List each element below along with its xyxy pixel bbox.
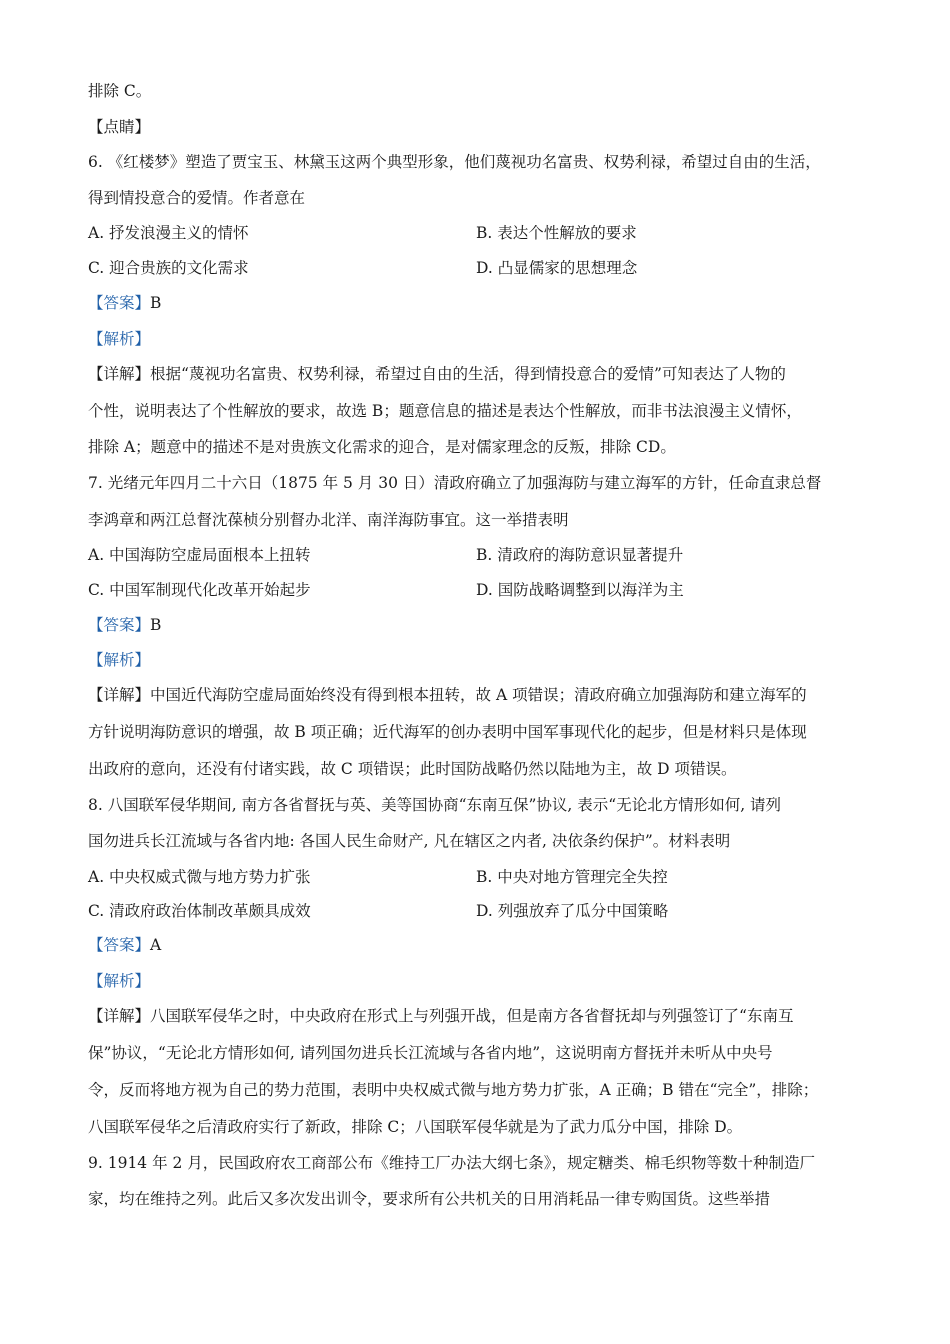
q8-stem-line-2: 国勿进兵长江流域与各省内地: 各国人民生命财产, 凡在辖区之内者, 决依条约保护”。材料表明 xyxy=(88,832,731,850)
q7-answer-label: 【答案】 xyxy=(88,616,151,634)
q6-jiexi-label: 【解析】 xyxy=(88,330,151,348)
q7-detail-line-2: 方针说明海防意识的增强，故 B 项正确；近代海军的创办表明中国军事现代化的起步，但是材料只是体现 xyxy=(88,723,807,741)
q9-stem-line-1: 9. 1914 年 2 月，民国政府农工商部公布《维持工厂办法大纲七条》，规定糖类、棉毛织物等数十种制造厂 xyxy=(88,1154,816,1172)
q7-stem-line-2: 李鸿章和两江总督沈葆桢分别督办北洋、南洋海防事宜。这一举措表明 xyxy=(88,511,569,529)
q7-option-b: B. 清政府的海防意识显著提升 xyxy=(476,546,684,564)
q6-detail-line-2: 个性，说明表达了个性解放的要求，故选 B；题意信息的描述是表达个性解放，而非书法浪漫主义情怀， xyxy=(88,402,802,420)
q5-tail-text: 排除 C。 xyxy=(88,82,152,100)
q8-answer-label: 【答案】 xyxy=(88,936,151,954)
q6-option-d: D. 凸显儒家的思想理念 xyxy=(476,259,638,277)
q7-detail-line-3: 出政府的意向，还没有付诸实践，故 C 项错误；此时国防战略仍然以陆地为主，故 D 项错误。 xyxy=(88,760,737,778)
q7-answer-value: B xyxy=(150,616,162,634)
q6-option-a: A. 抒发浪漫主义的情怀 xyxy=(88,224,249,242)
q7-option-a: A. 中国海防空虚局面根本上扭转 xyxy=(88,546,311,564)
q6-option-b: B. 表达个性解放的要求 xyxy=(476,224,637,242)
q7-detail-line-1 xyxy=(88,684,807,706)
q6-option-c: C. 迎合贵族的文化需求 xyxy=(88,259,249,277)
q6-stem-line-1: 6. 《红楼梦》塑造了贾宝玉、林黛玉这两个典型形象，他们蔑视功名富贵、权势利禄，希望过自由的生活， xyxy=(88,153,821,171)
q6-stem-line-2: 得到情投意合的爱情。作者意在 xyxy=(88,189,306,207)
q8-detail-line-2: 保”协议，“无论北方情形如何, 请列国勿进兵长江流域与各省内地”，这说明南方督抚并未听从中央号 xyxy=(88,1044,773,1062)
q8-option-a: A. 中央权威式微与地方势力扩张 xyxy=(88,868,311,886)
q7-stem-line-1: 7. 光绪元年四月二十六日（1875 年 5 月 30 日）清政府确立了加强海防与建立海军的方针，任命直隶总督 xyxy=(88,474,822,492)
q6-detail-label: 【详解】 xyxy=(88,365,151,383)
q6-answer-label: 【答案】 xyxy=(88,294,151,312)
q8-answer xyxy=(88,934,161,956)
q7-option-c: C. 中国军制现代化改革开始起步 xyxy=(88,581,311,599)
q7-jiexi-label: 【解析】 xyxy=(88,651,151,669)
q7-detail-label: 【详解】 xyxy=(88,686,151,704)
q7-option-d: D. 国防战略调整到以海洋为主 xyxy=(476,581,684,599)
q8-detail-line-1 xyxy=(88,1005,793,1027)
q8-option-c: C. 清政府政治体制改革颇具成效 xyxy=(88,902,311,920)
q7-detail-text-1: 中国近代海防空虚局面始终没有得到根本扭转，故 A 项错误；清政府确立加强海防和建立海军的 xyxy=(150,686,807,704)
q6-detail-text-1: 根据“蔑视功名富贵、权势利禄，希望过自由的生活，得到情投意合的爱情”可知表达了人物的 xyxy=(150,365,786,383)
q8-stem-line-1: 8. 八国联军侵华期间, 南方各省督抚与英、美等国协商“东南互保”协议, 表示“无论北方情形如何, 请列 xyxy=(88,796,782,814)
q8-option-d: D. 列强放弃了瓜分中国策略 xyxy=(476,902,669,920)
q6-answer-value: B xyxy=(150,294,162,312)
q8-detail-label: 【详解】 xyxy=(88,1007,151,1025)
q5-dianjing-label: 【点睛】 xyxy=(88,118,151,136)
q9-stem-line-2: 家，均在维持之列。此后又多次发出训令，要求所有公共机关的日用消耗品一律专购国货。这些举措 xyxy=(88,1190,771,1208)
q8-jiexi-label: 【解析】 xyxy=(88,972,151,990)
q7-answer xyxy=(88,614,161,636)
q8-option-b: B. 中央对地方管理完全失控 xyxy=(476,868,668,886)
q8-answer-value: A xyxy=(150,936,162,954)
q8-detail-text-1: 八国联军侵华之时，中央政府在形式上与列强开战，但是南方各省督抚却与列强签订了“东南互 xyxy=(150,1007,794,1025)
q8-detail-line-4: 八国联军侵华之后清政府实行了新政，排除 C；八国联军侵华就是为了武力瓜分中国，排除 D。 xyxy=(88,1118,743,1136)
q6-answer xyxy=(88,292,161,314)
q6-detail-line-3: 排除 A；题意中的描述不是对贵族文化需求的迎合，是对儒家理念的反叛，排除 CD。 xyxy=(88,438,676,456)
q8-detail-line-3: 令，反而将地方视为自己的势力范围，表明中央权威式微与地方势力扩张，A 正确；B 错在“完全”，排除； xyxy=(88,1081,819,1099)
q6-detail-line-1 xyxy=(88,363,786,385)
